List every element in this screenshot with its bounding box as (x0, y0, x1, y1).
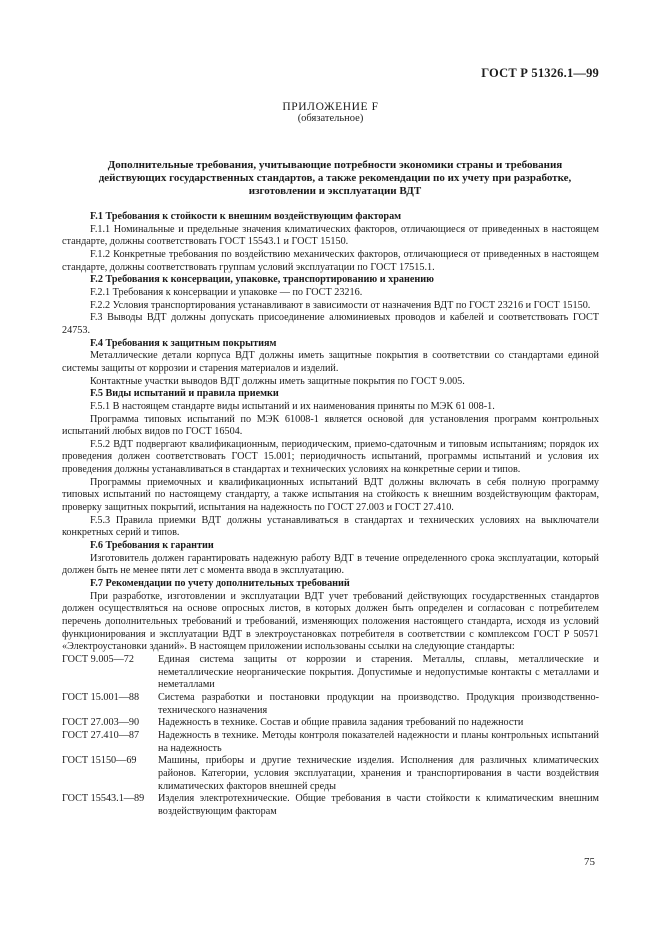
reference-description: Система разработки и постановки продукции на производство. Продукция производственно-технического назначения (158, 691, 599, 716)
paragraph: Изготовитель должен гарантировать надежную работу ВДТ в течение определенного срока эксплуатации, который должен быть не менее пяти лет с момента ввода в эксплуатацию. (62, 552, 599, 577)
section-heading: F.2 Требования к консервации, упаковке, транспортированию и хранению (90, 274, 434, 286)
paragraph: Программы приемочных и квалификационных испытаний ВДТ должны включать в себя полную программу типовых испытаний по настоящему стандарту, а также испытания на стойкость к внешним воздействующим факторам, проверку защитных покрытий, испытания на надежность по ГОСТ 27.003 и ГОСТ 27.410. (62, 476, 599, 514)
paragraph: При разработке, изготовлении и эксплуатации ВДТ учет требований действующих государственных стандартов должен осуществляться на основе опросных листов, в которых должен быть определен и согласован с потребителем перечень дополнительных требований и требований, изменяющих положения настоящего стандарта, исходя из условий функционирования и эксплуатации ВДТ в электроустановках потребителя в соответствии с комплексом ГОСТ Р 50571 «Электроустановки зданий». В настоящем приложении использованы ссылки на следующие стандарты: (62, 590, 599, 653)
reference-description: Изделия электротехнические. Общие требования в части стойкости к климатическим внешним воздействующим факторам (158, 793, 599, 817)
paragraph: F.5.2 ВДТ подвергают квалификационным, периодическим, приемо-сдаточным и типовым испытаниям; порядок их проведения должен соответствовать ГОСТ 15.001; периодичность испытаний, программы испытаний и условия их проведения должны устанавливаться в стандартах и технических условиях на конкретные серии и типов. (62, 438, 599, 476)
paragraph: F.1.1 Номинальные и предельные значения климатических факторов, отличающиеся от приведенных в настоящем стандарте, должны соответствовать ГОСТ 15543.1 и ГОСТ 15150. (62, 223, 599, 248)
reference-row (62, 755, 599, 793)
paragraph: Программа типовых испытаний по МЭК 61008-1 является основой для установления программ контрольных испытаний любых видов по ГОСТ 16504. (62, 413, 599, 438)
paragraph: Металлические детали корпуса ВДТ должны иметь защитные покрытия в соответствии со стандартами единой системы защиты от коррозии и старения материалов и изделий. (62, 350, 599, 374)
appendix-title: ПРИЛОЖЕНИЕ F (282, 101, 379, 113)
section-heading: F.7 Рекомендации по учету дополнительных требований (90, 578, 350, 590)
section-heading: F.1 Требования к стойкости к внешним воздействующим факторам (90, 211, 402, 222)
paragraph: F.2.1 Требования к консервации и упаковке — по ГОСТ 23216. (90, 286, 363, 298)
reference-row (62, 793, 599, 818)
paragraph-list (62, 211, 599, 654)
reference-code: ГОСТ 15543.1—89 (62, 793, 145, 805)
section-heading: F.5 Виды испытаний и правила приемки (90, 388, 279, 400)
reference-description: Надежность в технике. Состав и общие правила задания требований по надежности (158, 717, 524, 729)
main-title: Дополнительные требования, учитывающие потребности экономики страны и требования действующих государственных стандартов, а также рекомендации по их учету при разработке, изготовлении и эксплуатации ВДТ (98, 159, 572, 197)
reference-code: ГОСТ 15.001—88 (62, 691, 140, 703)
reference-code: ГОСТ 9.005—72 (62, 653, 134, 665)
section-heading: F.6 Требования к гарантии (90, 540, 214, 552)
paragraph: F.5.1 В настоящем стандарте виды испытаний и их наименования приняты по МЭК 61 008-1. (90, 400, 495, 412)
reference-description: Надежность в технике. Методы контроля показателей надежности и планы контрольных испытаний на надежность (158, 729, 599, 754)
reference-code: ГОСТ 27.003—90 (62, 717, 140, 729)
standard-code-header: ГОСТ Р 51326.1—99 (481, 66, 599, 80)
reference-code: ГОСТ 27.410—87 (62, 729, 140, 741)
reference-row (62, 717, 599, 730)
reference-code: ГОСТ 15150—69 (62, 755, 137, 767)
section-heading: F.4 Требования к защитным покрытиям (90, 337, 277, 349)
reference-description: Единая система защиты от коррозии и старения. Металлы, сплавы, металлические и неметаллические неорганические покрытия. Допустимые и недопустимые контакты с металлами и неметаллами (158, 653, 599, 691)
paragraph: Контактные участки выводов ВДТ должны иметь защитные покрытия по ГОСТ 9.005. (90, 375, 465, 387)
reference-row (62, 692, 599, 717)
reference-list (62, 654, 599, 819)
reference-row (62, 654, 599, 692)
document-body (62, 211, 599, 819)
reference-row (62, 730, 599, 755)
paragraph: F.3 Выводы ВДТ должны допускать присоединение алюминиевых проводов и кабелей и соответствовать ГОСТ 24753. (62, 312, 599, 336)
appendix-note: (обязательное) (297, 113, 364, 124)
reference-description: Машины, приборы и другие технические изделия. Исполнения для различных климатических районов. Категории, условия эксплуатации, хранения и транспортирования в части воздействия климатических факторов внешней среды (158, 755, 599, 792)
paragraph: F.2.2 Условия транспортирования устанавливают в зависимости от назначения ВДТ по ГОСТ 23216 и ГОСТ 15150. (90, 299, 591, 311)
paragraph: F.1.2 Конкретные требования по воздействию механических факторов, отличающиеся от приведенных в настоящем стандарте, должны соответствовать группам условий эксплуатации по ГОСТ 17515.1. (62, 248, 599, 273)
paragraph: F.5.3 Правила приемки ВДТ должны устанавливаться в стандартах и технических условиях на выключатели конкретных серий и типов. (62, 514, 599, 539)
page-number: 75 (584, 856, 595, 868)
